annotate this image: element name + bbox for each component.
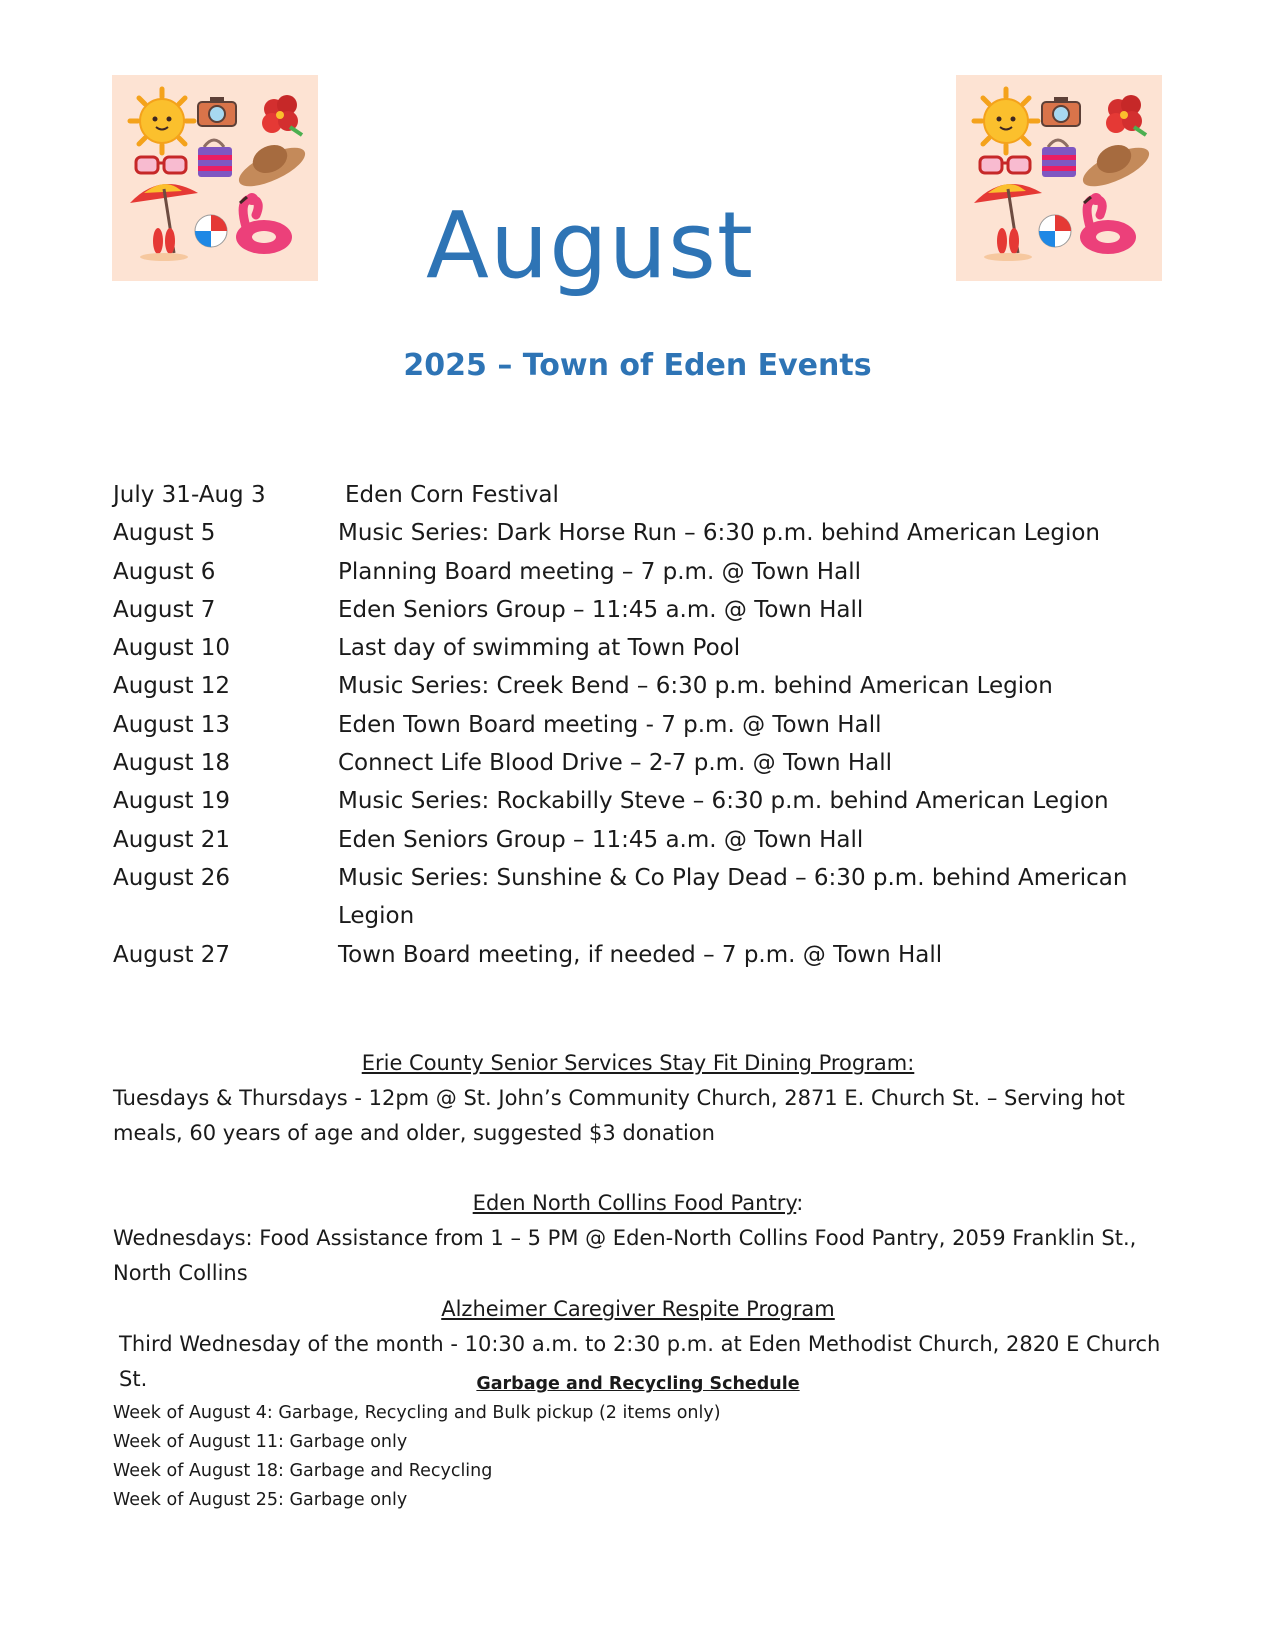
event-date: July 31-Aug 3	[113, 482, 266, 508]
event-row	[113, 744, 1173, 782]
events-list	[113, 476, 1173, 974]
event-date: August 13	[113, 711, 231, 738]
garbage-week-line: Week of August 4: Garbage, Recycling and Bulk pickup (2 items only)	[113, 1403, 721, 1423]
camera-icon	[198, 97, 236, 126]
hibiscus-icon	[262, 95, 302, 135]
beach-bag-icon	[1042, 140, 1076, 177]
flip-flops-icon	[984, 228, 1032, 261]
event-date: August 7	[113, 596, 216, 623]
flamingo-float-icon	[236, 193, 292, 254]
food-pantry-heading: Eden North Collins Food Pantry	[472, 1191, 797, 1215]
event-date: August 12	[113, 673, 231, 700]
flamingo-float-icon	[1080, 193, 1136, 254]
event-row	[113, 591, 1173, 629]
beach-ball-icon	[1039, 215, 1071, 247]
event-row	[113, 667, 1173, 705]
food-pantry-section	[113, 1186, 1163, 1291]
event-row	[113, 476, 1173, 514]
event-date: August 21	[113, 826, 231, 853]
dining-program-details: Tuesdays & Thursdays - 12pm @ St. John’s Community Church, 2871 E. Church St. – Serving hot meals, 60 years of age and older, suggested $3 donation	[113, 1086, 1125, 1145]
event-date: August 5	[113, 520, 216, 547]
event-row	[113, 629, 1173, 667]
hibiscus-icon	[1106, 95, 1146, 135]
beach-umbrella-icon	[130, 184, 198, 253]
garbage-week-line: Week of August 11: Garbage only	[113, 1432, 408, 1452]
event-row	[113, 936, 1173, 974]
camera-icon	[1042, 97, 1080, 126]
sun-icon	[974, 89, 1038, 153]
event-date: August 26	[113, 864, 231, 891]
event-row	[113, 553, 1173, 591]
event-row	[113, 706, 1173, 744]
flip-flops-icon	[140, 228, 188, 261]
event-description: Connect Life Blood Drive – 2-7 p.m. @ Town Hall	[338, 750, 893, 777]
page-subtitle: 2025 – Town of Eden Events	[403, 348, 872, 383]
event-description: Eden Seniors Group – 11:45 a.m. @ Town Hall	[338, 596, 864, 623]
garbage-schedule-section	[113, 1370, 1163, 1515]
food-pantry-heading-colon: :	[796, 1191, 804, 1215]
event-row	[113, 859, 1173, 936]
event-description: Music Series: Dark Horse Run – 6:30 p.m. behind American Legion	[338, 520, 1100, 547]
event-date: August 18	[113, 750, 231, 777]
event-description: Music Series: Creek Bend – 6:30 p.m. behind American Legion	[338, 673, 1053, 700]
garbage-week-line: Week of August 18: Garbage and Recycling	[113, 1461, 493, 1481]
event-row	[113, 514, 1173, 552]
event-date: August 19	[113, 788, 231, 815]
summer-items-illustration	[956, 75, 1162, 281]
sun-icon	[130, 89, 194, 153]
sunglasses-icon	[980, 157, 1030, 173]
event-date: August 27	[113, 941, 231, 968]
event-description: Planning Board meeting – 7 p.m. @ Town Hall	[338, 558, 861, 585]
sun-hat-icon	[1078, 140, 1154, 194]
event-row	[113, 821, 1173, 859]
beach-ball-icon	[195, 215, 227, 247]
beach-bag-icon	[198, 140, 232, 177]
dining-program-section	[113, 1046, 1163, 1151]
beach-umbrella-icon	[974, 184, 1042, 253]
page-title: August	[426, 192, 754, 299]
event-description: Music Series: Sunshine & Co Play Dead – 6:30 p.m. behind American Legion	[338, 864, 1128, 930]
summer-clipart-left	[112, 75, 318, 281]
summer-clipart-right	[956, 75, 1162, 281]
event-description: Music Series: Rockabilly Steve – 6:30 p.m. behind American Legion	[338, 788, 1109, 815]
garbage-schedule-heading: Garbage and Recycling Schedule	[476, 1374, 800, 1394]
event-description: Town Board meeting, if needed – 7 p.m. @ Town Hall	[338, 941, 943, 968]
event-description: Eden Town Board meeting - 7 p.m. @ Town Hall	[338, 711, 882, 738]
event-row	[113, 782, 1173, 820]
food-pantry-details: Wednesdays: Food Assistance from 1 – 5 PM @ Eden-North Collins Food Pantry, 2059 Franklin St., North Collins	[113, 1226, 1137, 1285]
garbage-week-line: Week of August 25: Garbage only	[113, 1490, 408, 1510]
event-description: Eden Corn Festival	[345, 482, 559, 508]
alzheimer-program-details: Third Wednesday of the month - 10:30 a.m. to 2:30 p.m. at Eden Methodist Church, 2820 E Church St.	[119, 1332, 1161, 1391]
event-description: Last day of swimming at Town Pool	[338, 635, 741, 662]
event-date: August 10	[113, 635, 231, 662]
alzheimer-program-heading: Alzheimer Caregiver Respite Program	[441, 1297, 835, 1321]
sunglasses-icon	[136, 157, 186, 173]
event-date: August 6	[113, 558, 216, 585]
summer-items-illustration	[112, 75, 318, 281]
event-description: Eden Seniors Group – 11:45 a.m. @ Town Hall	[338, 826, 864, 853]
dining-program-heading: Erie County Senior Services Stay Fit Dining Program:	[361, 1051, 915, 1075]
food-pantry-heading-line	[113, 1186, 1163, 1221]
sun-hat-icon	[234, 140, 310, 194]
